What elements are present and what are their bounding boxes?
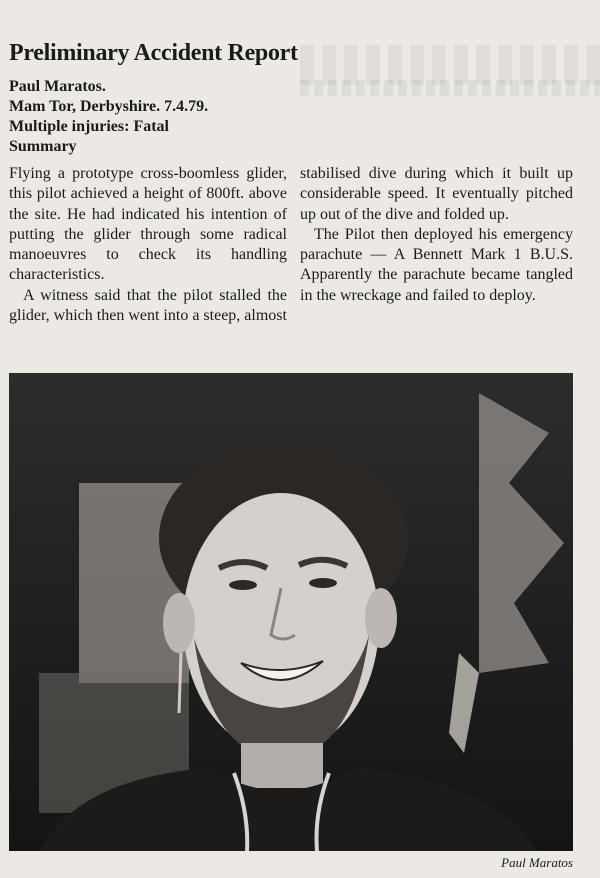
pilot-name-heading: Paul Maratos. [9,78,106,95]
paragraph: A witness said that the pilot stalled the glider, which then went into a steep, almost [9,286,287,325]
location-date-heading: Mam Tor, Derbyshire. 7.4.79. [9,98,209,115]
pilot-photo [9,373,573,851]
ribbon-decoration [479,393,564,673]
earring [179,653,181,713]
right-ear [365,588,397,648]
left-column [9,164,287,326]
show-through-print [300,80,600,96]
right-eye [309,578,337,588]
portrait-illustration [9,373,573,851]
paragraph: stabilised dive during which it built up considerable speed. It eventually pitched up out of the dive and folded up. [300,165,573,223]
paragraph: The Pilot then deployed his emergency parachute — A Bennett Mark 1 B.U.S. Apparently the parachute became tangled in the wreckage and failed to deploy. [300,225,573,304]
right-column [300,164,573,306]
left-ear [163,593,195,653]
outcome-heading: Multiple injuries: Fatal [9,118,169,135]
report-headings [9,77,208,157]
neck [241,743,323,788]
summary-heading: Summary [9,138,77,155]
show-through-print [300,45,600,85]
tassel-decoration [449,653,479,753]
report-title: Preliminary Accident Report [9,40,298,66]
photo-caption: Paul Maratos [501,855,573,870]
left-eye [229,580,257,590]
paragraph: Flying a prototype cross-boomless glider, this pilot achieved a height of 800ft. above the site. He had indicated his intention of putting the glider through some radical manoeuvres to check its handling characteristics. [9,165,287,284]
